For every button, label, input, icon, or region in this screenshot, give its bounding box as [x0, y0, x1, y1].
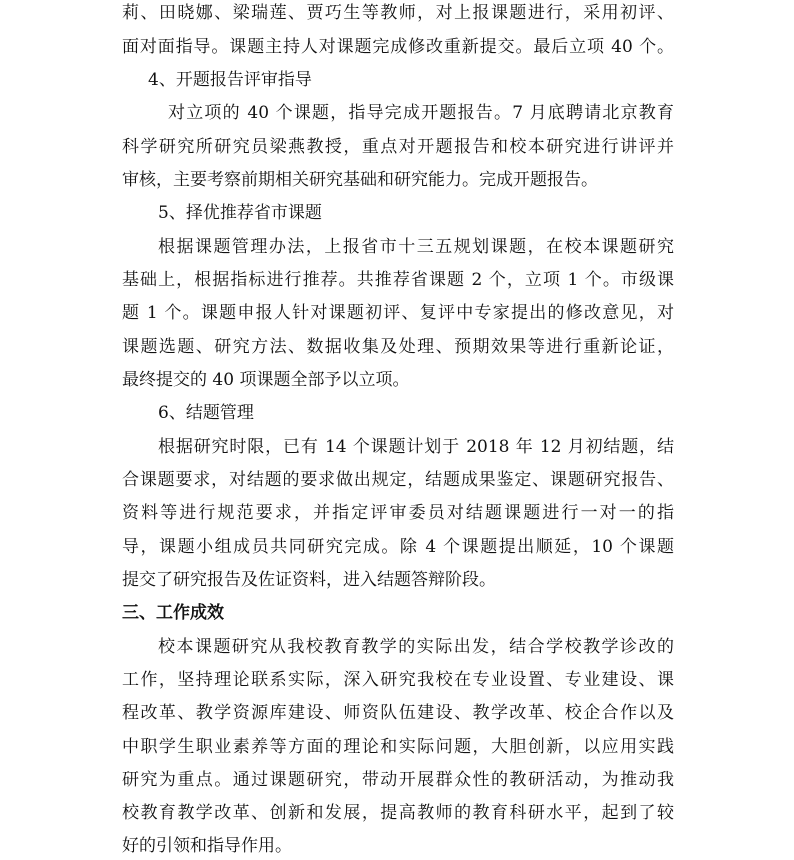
- section-heading: 6、结题管理: [158, 403, 254, 423]
- paragraph-line: 审核，主要考察前期相关研究基础和研究能力。完成开题报告。: [122, 170, 598, 190]
- paragraph-line: 导，课题小组成员共同研究完成。除 4 个课题提出顺延，10 个课题: [122, 537, 674, 557]
- paragraph-line: 校本课题研究从我校教育教学的实际出发，结合学校教学诊改的: [158, 637, 674, 657]
- paragraph-line: 根据课题管理办法，上报省市十三五规划课题，在校本课题研究: [158, 237, 674, 257]
- paragraph-line: 科学研究所研究员梁燕教授，重点对开题报告和校本研究进行讲评并: [122, 137, 674, 157]
- paragraph-line: 中职学生职业素养等方面的理论和实际问题，大胆创新，以应用实践: [122, 737, 674, 757]
- paragraph-line: 合课题要求，对结题的要求做出规定，结题成果鉴定、课题研究报告、: [122, 470, 674, 490]
- paragraph-line: 程改革、教学资源库建设、师资队伍建设、教学改革、校企合作以及: [122, 703, 674, 723]
- paragraph-line: 好的引领和指导作用。: [122, 836, 292, 856]
- paragraph-line: 基础上，根据指标进行推荐。共推荐省课题 2 个，立项 1 个。市级课: [122, 270, 674, 290]
- paragraph-line: 校教育教学改革、创新和发展，提高教师的教育科研水平，起到了较: [122, 803, 674, 823]
- paragraph-line: 研究为重点。通过课题研究，带动开展群众性的教研活动，为推动我: [122, 770, 674, 790]
- paragraph-line: 对立项的 40 个课题，指导完成开题报告。7 月底聘请北京教育: [168, 103, 674, 123]
- paragraph-line: 课题选题、研究方法、数据收集及处理、预期效果等进行重新论证，: [122, 337, 674, 357]
- paragraph-line: 工作，坚持理论联系实际，深入研究我校在专业设置、专业建设、课: [122, 670, 674, 690]
- paragraph-line: 提交了研究报告及佐证资料，进入结题答辩阶段。: [122, 570, 496, 590]
- section-heading: 5、择优推荐省市课题: [158, 203, 322, 223]
- section-heading: 4、开题报告评审指导: [148, 70, 312, 90]
- paragraph-line: 最终提交的 40 项课题全部予以立项。: [122, 370, 410, 390]
- paragraph-line: 面对面指导。课题主持人对课题完成修改重新提交。最后立项 40 个。: [122, 37, 674, 57]
- chapter-heading: 三、工作成效: [122, 603, 224, 623]
- paragraph-line: 资料等进行规范要求，并指定评审委员对结题课题进行一对一的指: [122, 503, 674, 523]
- paragraph-line: 莉、田晓娜、梁瑞莲、贾巧生等教师，对上报课题进行，采用初评、: [122, 3, 674, 23]
- paragraph-line: 题 1 个。课题申报人针对课题初评、复评中专家提出的修改意见，对: [122, 303, 674, 323]
- paragraph-line: 根据研究时限，已有 14 个课题计划于 2018 年 12 月初结题，结: [158, 437, 674, 457]
